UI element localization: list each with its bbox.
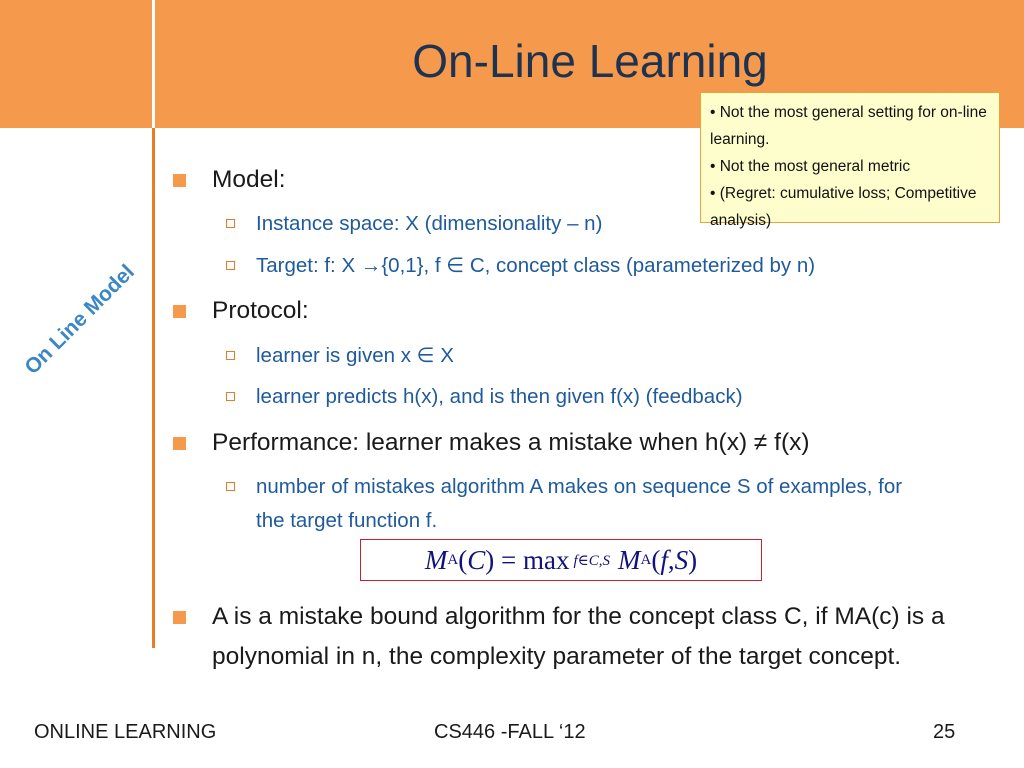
- hollow-square-bullet-icon: [226, 261, 235, 270]
- formula-paren: (: [458, 544, 468, 575]
- formula-m: M: [424, 544, 448, 575]
- bullet-text: Performance: learner makes a mistake when h(x) ≠ f(x): [212, 429, 810, 456]
- sub-bullet-text: Instance space: X (dimensionality – n): [256, 212, 603, 235]
- square-bullet-icon: [173, 611, 186, 624]
- square-bullet-icon: [173, 305, 186, 318]
- square-bullet-icon: [173, 174, 186, 187]
- page-number: 25: [933, 721, 956, 743]
- divider-line-lower: [152, 128, 155, 648]
- formula-s: S: [674, 544, 689, 575]
- mistake-bound-formula: [360, 539, 762, 581]
- note-callout: [700, 92, 1000, 229]
- bullet-text: Protocol:: [212, 297, 309, 324]
- bullet-text: A is a mistake bound algorithm for the concept class C, if MA(c) is a polynomial in n, the complexity parameter of the target concept.: [212, 603, 945, 670]
- hollow-square-bullet-icon: [226, 392, 235, 401]
- hollow-square-bullet-icon: [226, 482, 235, 491]
- bullet-text: Model:: [212, 166, 286, 193]
- hollow-square-bullet-icon: [226, 351, 235, 360]
- hollow-square-bullet-icon: [226, 219, 235, 228]
- footer-left: ONLINE LEARNING: [34, 721, 217, 743]
- formula-m: M: [618, 544, 641, 575]
- divider-line-upper: [152, 0, 155, 128]
- side-label: On Line Model: [20, 260, 139, 379]
- note-line: • Not the most general setting for on-line learning.: [710, 104, 987, 148]
- footer-center: CS446 -FALL ‘12: [434, 721, 586, 743]
- formula-max-subscript: f∈C,S: [573, 552, 610, 569]
- square-bullet-icon: [173, 437, 186, 450]
- slide-title: On-Line Learning: [412, 35, 768, 87]
- formula-f: f: [660, 544, 668, 575]
- note-line: • (Regret: cumulative loss; Competitive analysis): [710, 185, 977, 229]
- sub-bullet-text: Target: f: X →{0,1}, f ∈ C, concept class (parameterized by n): [256, 254, 816, 277]
- formula-paren: (: [651, 544, 661, 575]
- formula-eq-max: ) = max: [485, 544, 570, 575]
- sub-bullet-text: learner is given x ∈ X: [256, 344, 454, 367]
- formula-subscript-a: A: [640, 551, 652, 568]
- formula-paren: ): [688, 544, 698, 575]
- formula-c: C: [467, 544, 486, 575]
- formula-comma: ,: [667, 544, 675, 575]
- note-line: • Not the most general metric: [710, 158, 911, 175]
- sub-bullet-text: number of mistakes algorithm A makes on sequence S of examples, for the target function f.: [256, 475, 903, 532]
- formula-subscript-a: A: [447, 551, 459, 568]
- sub-bullet-text: learner predicts h(x), and is then given f(x) (feedback): [256, 385, 743, 408]
